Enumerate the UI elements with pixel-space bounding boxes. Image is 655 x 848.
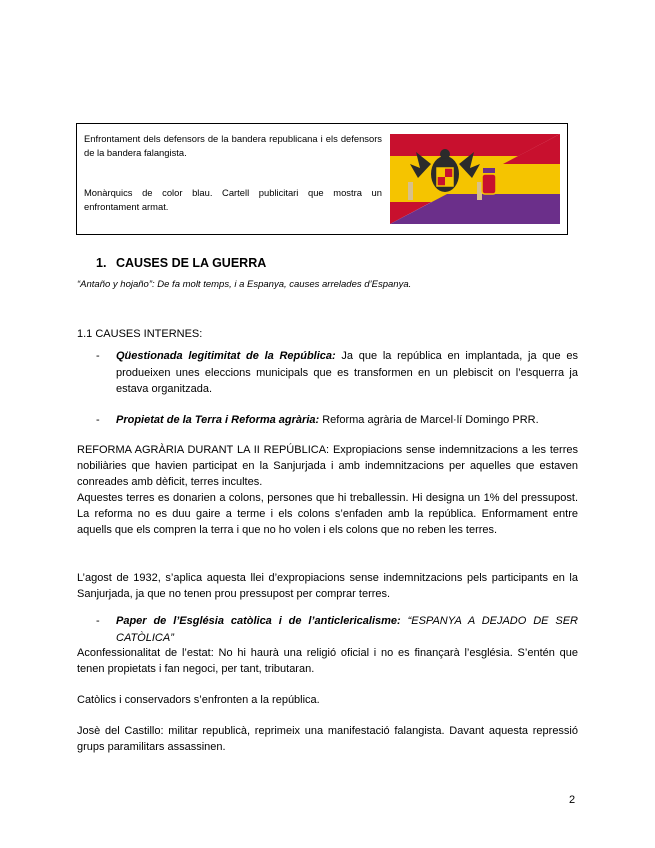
bullet-church-quote: “ESPANYA A DEJADO DE SER CATÒLICA” xyxy=(116,615,578,644)
bullet-land-reform-text: Reforma agrària de Marcel·lí Domingo PRR. xyxy=(319,414,539,426)
section-title: CAUSES DE LA GUERRA xyxy=(116,256,267,270)
section-heading xyxy=(96,256,266,270)
image-caption-box xyxy=(76,123,568,235)
church-paragraph-3: Josè del Castillo: militar republicà, reprimeix una manifestació falangista. Davant aquesta repressió grups paramilitars assassinen. xyxy=(77,725,578,753)
caption-line-1: Enfrontament dels defensors de la bandera republicana i els defensors de la bandera falangista. xyxy=(84,133,382,158)
reform-paragraph-1: REFORMA AGRÀRIA DURANT LA II REPÚBLICA: Expropiacions sense indemnitzacions a les terres nobiliàries que havien participat en la Sanjurjada i amb indemnitzacions per aquelles que estaven conreades amb dèficit, terres incultes. xyxy=(77,444,578,488)
bullet-legitimacy-label: Qüestionada legitimitat de la República: xyxy=(116,350,336,362)
reform-paragraph-3: L’agost de 1932, s’aplica aquesta llei d’expropiacions sense indemnitzacions pels participants en la Sanjurjada, ja que no tenen prou pressupost per comprar terres. xyxy=(77,572,578,600)
church-paragraph-2: Catòlics i conservadors s’enfronten a la república. xyxy=(77,694,320,706)
page-number: 2 xyxy=(569,794,576,806)
caption-text xyxy=(84,132,382,214)
bullet-dash: - xyxy=(96,615,100,627)
flags-poster-image xyxy=(390,134,560,224)
republican-crest-icon xyxy=(482,168,496,194)
bullet-dash: - xyxy=(96,414,100,426)
bullet-dash: - xyxy=(96,350,100,362)
church-paragraph-1: Aconfessionalitat de l’estat: No hi haurà una religió oficial i no es finançarà l’església. S’entén que tenen propietats i fan negoci, per tant, tributaran. xyxy=(77,647,578,675)
caption-line-2: Monàrquics de color blau. Cartell publicitari que mostra un enfrontament armat. xyxy=(84,187,382,212)
bullet-legitimacy-text: Ja que la república en implantada, ja que es produeixen unes eleccions municipals que es transformen en un plebiscit on l’esquerra ja estava organitzada. xyxy=(116,350,578,395)
reform-paragraph-2: Aquestes terres es donarien a colons, persones que hi treballessin. Hi designa un 1% del pressupost. La reforma no es duu gaire a terme i els colons s’enfaden amb la república. Enformament entre aquells que els compren la terra i que no ho volen i els colons que no reben les terres. xyxy=(77,492,578,536)
bullet-land-reform-label: Propietat de la Terra i Reforma agrària: xyxy=(116,414,320,426)
bullet-church-label: Paper de l’Església catòlica i de l’anticlericalisme: xyxy=(116,615,401,627)
internal-causes-title: 1.1 CAUSES INTERNES: xyxy=(77,328,203,340)
section-subtitle: “Antaño y hojaño”: De fa molt temps, i a Espanya, causes arrelades d’Espanya. xyxy=(77,279,412,290)
section-number: 1. xyxy=(96,256,107,270)
